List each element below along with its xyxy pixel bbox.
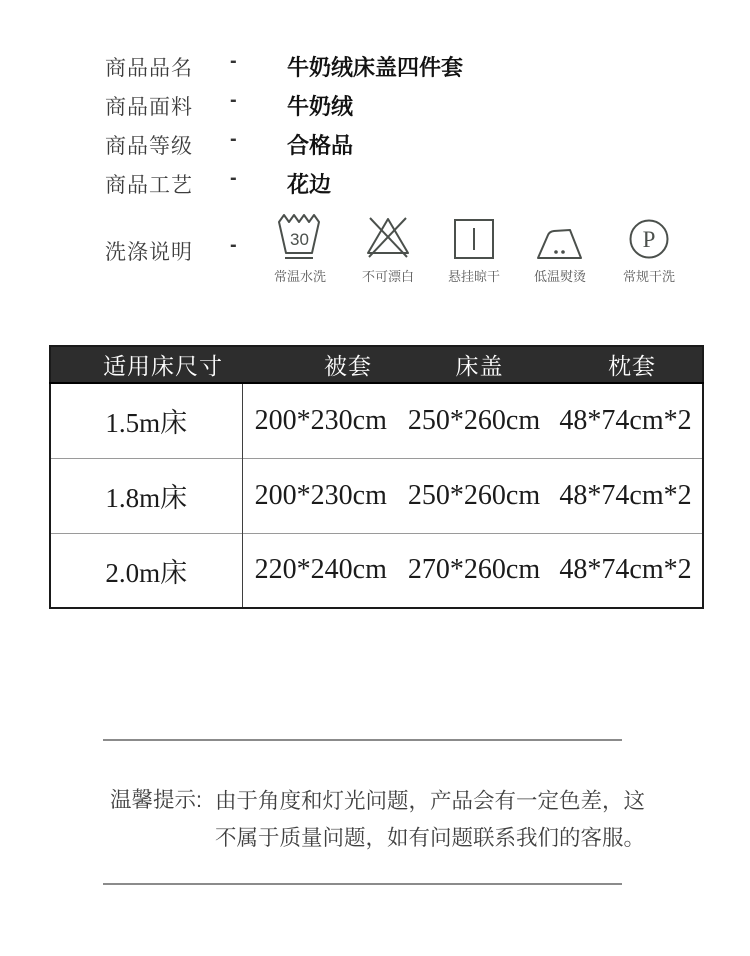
notice-line: 不属于质量问题，如有问题联系我们的客服。	[215, 826, 646, 850]
no-bleach-icon	[343, 210, 433, 260]
bedcover-size-cell: 270*260cm	[399, 533, 549, 608]
bed-size-cell: 1.5m床	[50, 383, 242, 458]
washing-icon-item	[343, 210, 433, 285]
svg-text:P: P	[642, 227, 656, 252]
duvet-size-cell: 220*240cm	[242, 533, 399, 608]
washing-icon-label: 低温熨烫	[533, 269, 586, 284]
washing-icon-label: 不可漂白	[361, 269, 414, 284]
size-table-header-row	[50, 346, 703, 383]
attribute-label: 商品等级	[105, 134, 193, 158]
bed-size-cell: 2.0m床	[50, 533, 242, 608]
bedcover-size-cell: 250*260cm	[407, 404, 541, 436]
notice-line: 由于角度和灯光问题，产品会有一定色差，这	[215, 789, 646, 813]
washing-icon-label: 悬挂晾干	[447, 269, 500, 284]
table-row	[50, 383, 703, 458]
washing-instructions-label: 洗涤说明	[105, 240, 193, 264]
pillowcase-size-cell: 48*74cm*2	[559, 404, 692, 436]
column-header: 枕套	[549, 346, 703, 383]
washing-icon-label: 常温水洗	[273, 269, 326, 284]
attribute-value: 合格品	[287, 133, 354, 158]
bedcover-size-cell: 250*260cm	[399, 458, 549, 533]
attribute-row	[0, 130, 750, 156]
column-header: 被套	[242, 346, 399, 383]
attribute-label: 商品工艺	[105, 173, 193, 197]
pillowcase-size-cell: 48*74cm*2	[549, 458, 703, 533]
attribute-value: 牛奶绒床盖四件套	[287, 55, 464, 80]
attribute-value: 牛奶绒	[287, 94, 354, 119]
attribute-separator: -	[230, 128, 237, 150]
washing-icon-item	[515, 210, 605, 285]
bed-size-cell: 1.8m床	[50, 458, 242, 533]
attribute-label: 商品面料	[105, 95, 193, 119]
attribute-separator: -	[230, 167, 237, 189]
size-table	[49, 345, 704, 609]
attribute-separator: -	[230, 234, 237, 256]
pillowcase-size-cell: 48*74cm*2	[549, 533, 703, 608]
washing-icon-item	[255, 210, 345, 285]
divider-line	[103, 883, 622, 885]
attribute-label: 商品品名	[105, 56, 193, 80]
washing-icon-item	[429, 210, 519, 285]
notice-text	[215, 783, 645, 857]
wash-30-icon	[255, 210, 345, 260]
table-row	[50, 533, 703, 608]
attribute-separator: -	[230, 50, 237, 72]
dry-clean-p-icon	[604, 210, 694, 260]
notice-label: 温馨提示:	[110, 788, 202, 812]
attribute-value: 花边	[287, 172, 332, 197]
iron-low-temp-icon	[515, 210, 605, 260]
column-header: 适用床尺寸	[50, 346, 242, 383]
hang-dry-icon	[429, 210, 519, 260]
washing-icon-label: 常规干洗	[622, 269, 675, 284]
table-row	[50, 458, 703, 533]
column-header: 床盖	[399, 346, 549, 383]
divider-line	[103, 739, 622, 741]
attribute-row	[0, 169, 750, 195]
attribute-row	[0, 91, 750, 117]
duvet-size-cell: 200*230cm	[242, 458, 399, 533]
attribute-separator: -	[230, 89, 237, 111]
duvet-size-cell: 200*230cm	[254, 404, 387, 436]
attribute-row	[0, 52, 750, 78]
svg-text:30: 30	[290, 230, 309, 249]
washing-icon-item	[604, 210, 694, 285]
